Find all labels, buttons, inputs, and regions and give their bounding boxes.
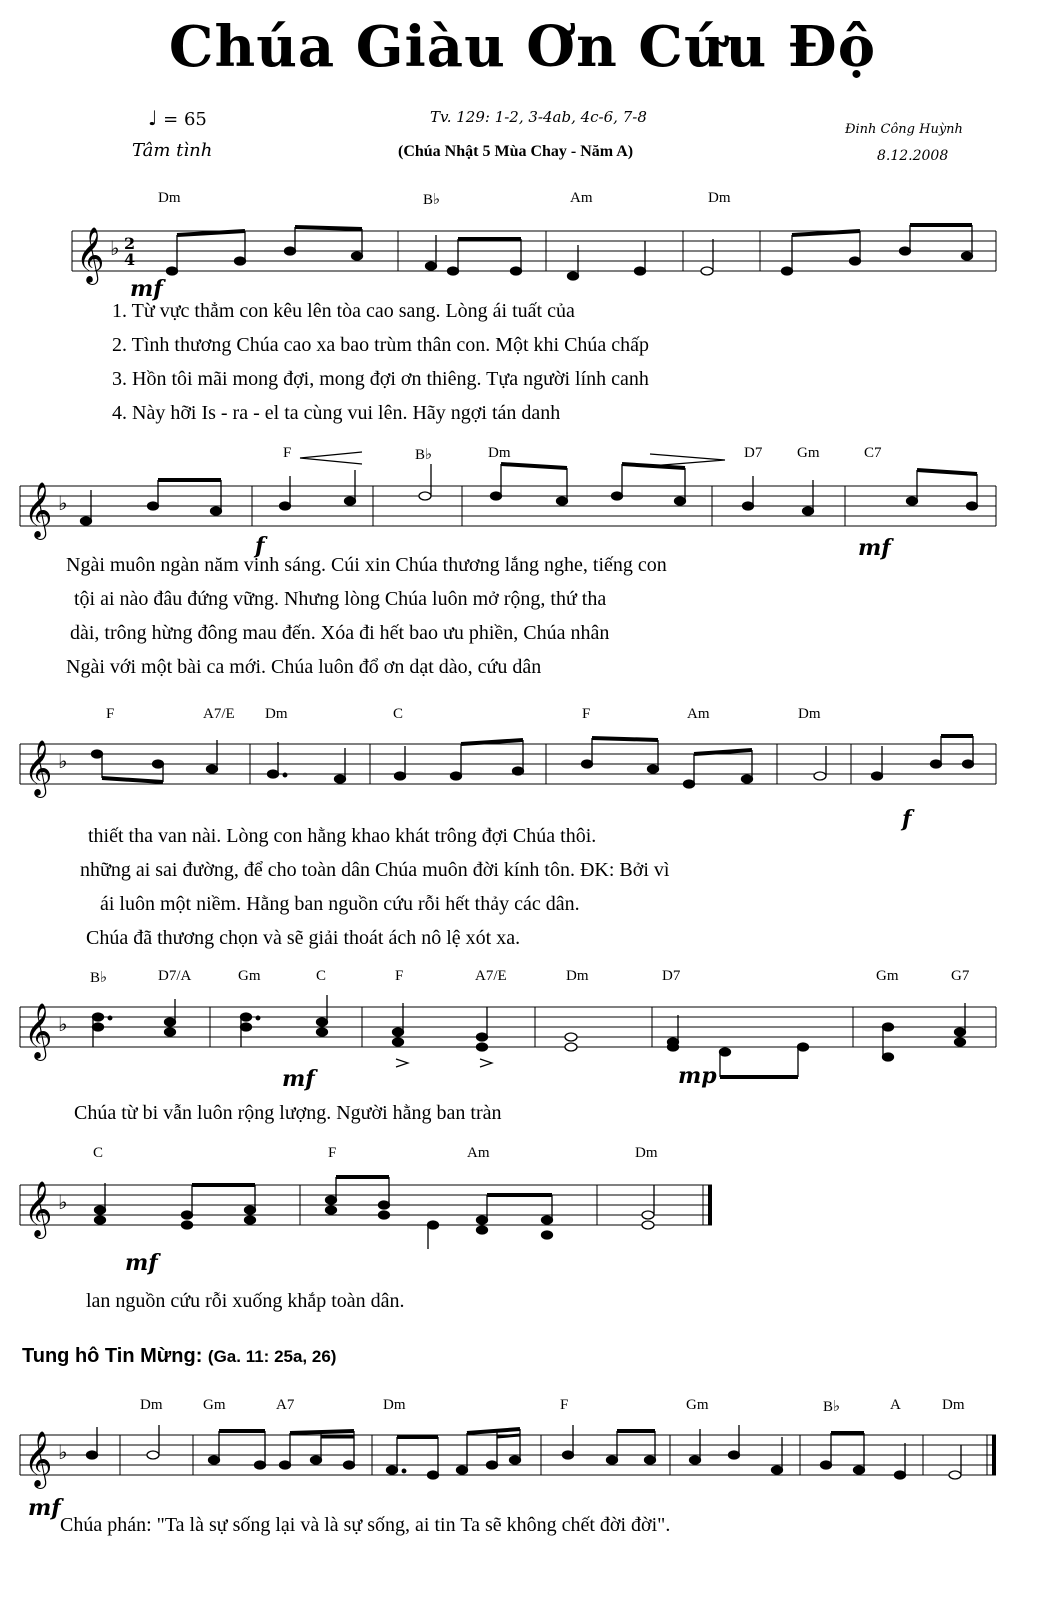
tempo-marking <box>148 106 207 130</box>
chord: Gm <box>876 968 899 984</box>
flat-icon: ♭ <box>58 749 68 773</box>
chord: G7 <box>951 968 970 984</box>
treble-clef-icon: 𝄞 <box>76 227 105 283</box>
flat-icon: ♭ <box>58 1440 68 1464</box>
chord: Dm <box>140 1397 163 1413</box>
chord: Gm <box>686 1397 709 1413</box>
staff-6 <box>0 1415 1045 1500</box>
lyric-line: Ngài muôn ngàn năm vinh sáng. Cúi xin Chúa thương lắng nghe, tiếng con <box>66 554 667 576</box>
lyric-line: tội ai nào đâu đứng vững. Nhưng lòng Chúa luôn mở rộng, thứ tha <box>74 588 607 610</box>
tempo-value: = 65 <box>163 109 207 130</box>
chord: Dm <box>158 190 181 206</box>
mood: Tâm tình <box>132 140 213 161</box>
chord: A7 <box>276 1397 295 1413</box>
chord: Dm <box>708 190 731 206</box>
chord: F <box>283 445 292 461</box>
chord: B♭ <box>423 192 441 208</box>
treble-clef-icon: 𝄞 <box>24 482 53 538</box>
chord: Dm <box>942 1397 965 1413</box>
chord: A7/E <box>203 706 235 722</box>
gospel-acclamation-label: Tung hô Tin Mừng: <box>22 1345 203 1367</box>
chord: D7 <box>744 445 763 461</box>
lyric-line: 2. Tình thương Chúa cao xa bao trùm thân con. Một khi Chúa chấp <box>112 334 650 356</box>
lyric-line: lan nguồn cứu rỗi xuống khắp toàn dân. <box>86 1290 405 1312</box>
decrescendo-hairpin <box>650 454 725 466</box>
chord: F <box>328 1145 337 1161</box>
lyric-line: dài, trông hừng đông mau đến. Xóa đi hết bao ưu phiền, Chúa nhân <box>70 622 610 644</box>
treble-clef-icon: 𝄞 <box>24 1181 53 1237</box>
chord: Am <box>687 706 710 722</box>
dynamic-mark: f <box>902 806 912 832</box>
svg-text:4: 4 <box>124 250 136 269</box>
composition-date: 8.12.2008 <box>877 148 949 164</box>
chord: Dm <box>798 706 821 722</box>
chord: C <box>316 968 327 984</box>
chord: Dm <box>635 1145 658 1161</box>
occasion: (Chúa Nhật 5 Mùa Chay - Năm A) <box>398 143 634 160</box>
dynamic-mark: mf <box>130 276 163 302</box>
chord: Gm <box>238 968 261 984</box>
composer: Đinh Công Huỳnh <box>845 122 963 137</box>
chord: F <box>560 1397 569 1413</box>
dynamic-mark: mf <box>125 1250 158 1276</box>
chord: Gm <box>797 445 820 461</box>
chord: A7/E <box>475 968 507 984</box>
chord: Dm <box>383 1397 406 1413</box>
lyric-line: thiết tha van nài. Lòng con hằng khao khát trông đợi Chúa thôi. <box>88 825 597 847</box>
chord: D7 <box>662 968 681 984</box>
chord: C7 <box>864 445 882 461</box>
lyric-line: 3. Hồn tôi mãi mong đợi, mong đợi ơn thiêng. Tựa người lính canh <box>112 368 649 390</box>
chord: A <box>890 1397 901 1413</box>
flat-icon: ♭ <box>110 236 120 260</box>
chord: F <box>106 706 115 722</box>
psalm-reference: Tv. 129: 1-2, 3-4ab, 4c-6, 7-8 <box>430 108 647 126</box>
gospel-reference: (Ga. 11: 25a, 26) <box>207 1347 337 1366</box>
lyric-line: những ai sai đường, để cho toàn dân Chúa muôn đời kính tôn. ĐK: Bởi vì <box>80 859 670 881</box>
chord: D7/A <box>158 968 192 984</box>
chord: B♭ <box>415 447 433 463</box>
flat-icon: ♭ <box>58 491 68 515</box>
chord: Dm <box>265 706 288 722</box>
chord: Am <box>570 190 593 206</box>
chord: Gm <box>203 1397 226 1413</box>
chord: Am <box>467 1145 490 1161</box>
lyric-line: 1. Từ vực thẳm con kêu lên tòa cao sang. Lòng ái tuất của <box>112 300 575 322</box>
dynamic-mark: mf <box>282 1066 315 1092</box>
gospel-acclamation-heading <box>22 1345 336 1368</box>
treble-clef-icon: 𝄞 <box>24 740 53 796</box>
flat-icon: ♭ <box>58 1012 68 1036</box>
quarter-note-icon: ♩ <box>148 106 158 130</box>
dynamic-mark: mp <box>678 1063 717 1089</box>
chord: B♭ <box>90 970 108 986</box>
dynamic-mark: f <box>255 533 265 559</box>
staff-4 <box>0 985 1045 1085</box>
lyric-line: 4. Này hỡi Is - ra - el ta cùng vui lên. Hãy ngợi tán danh <box>112 402 561 424</box>
chord: B♭ <box>823 1399 841 1415</box>
treble-clef-icon: 𝄞 <box>24 1431 53 1487</box>
flat-icon: ♭ <box>58 1190 68 1214</box>
lyric-line: Chúa từ bi vẫn luôn rộng lượng. Người hằng ban tràn <box>74 1102 502 1124</box>
time-signature: 2 <box>124 234 136 253</box>
lyric-line: Ngài với một bài ca mới. Chúa luôn đổ ơn dạt dào, cứu dân <box>66 656 542 678</box>
chord: Dm <box>566 968 589 984</box>
treble-clef-icon: 𝄞 <box>24 1003 53 1059</box>
chord: F <box>582 706 591 722</box>
crescendo-hairpin <box>300 452 362 464</box>
dynamic-mark: mf <box>28 1495 61 1521</box>
chord: Dm <box>488 445 511 461</box>
song-title: Chúa Giàu Ơn Cứu Độ <box>168 14 877 80</box>
staff-3 <box>0 720 1045 800</box>
dynamic-mark: mf <box>858 535 891 561</box>
lyric-line: ái luôn một niềm. Hằng ban nguồn cứu rỗi hết thảy các dân. <box>100 893 580 915</box>
chord: C <box>393 706 404 722</box>
chord: F <box>395 968 404 984</box>
chord: C <box>93 1145 104 1161</box>
lyric-line: Chúa đã thương chọn và sẽ giải thoát ách nô lệ xót xa. <box>86 927 521 949</box>
lyric-line: Chúa phán: "Ta là sự sống lại và là sự sống, ai tin Ta sẽ không chết đời đời". <box>60 1514 671 1536</box>
